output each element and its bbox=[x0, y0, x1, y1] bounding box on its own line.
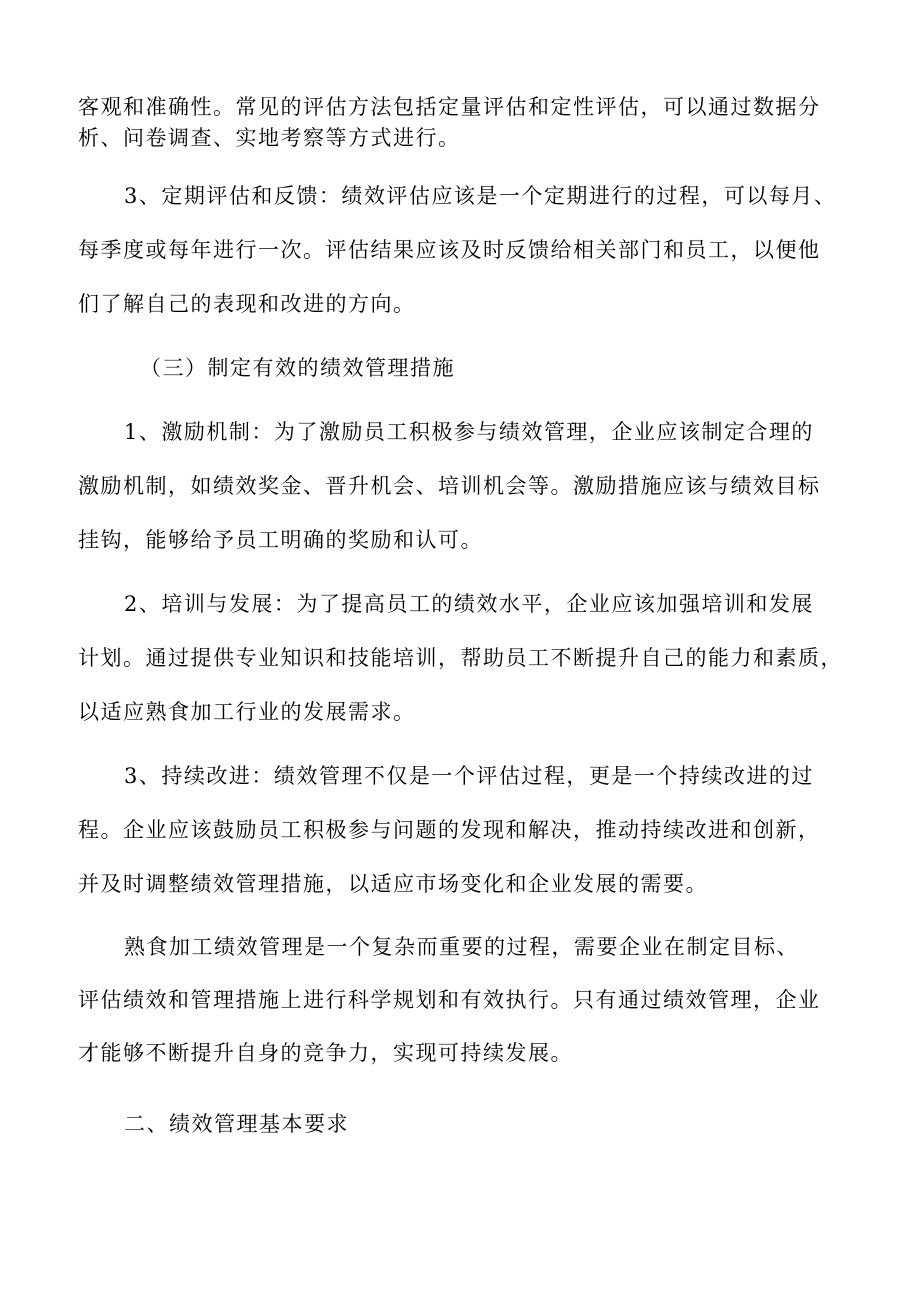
text-line: 才能够不断提升自身的竞争力，实现可持续发展。 bbox=[78, 1041, 573, 1065]
text-line: 2、培训与发展：为了提高员工的绩效水平，企业应该加强培训和发展 bbox=[124, 592, 814, 616]
text-line: 挂钩，能够给予员工明确的奖励和认可。 bbox=[78, 528, 483, 552]
section-heading: （三）制定有效的绩效管理措施 bbox=[140, 356, 455, 380]
text-line: 3、持续改进：绩效管理不仅是一个评估过程，更是一个持续改进的过 bbox=[124, 764, 814, 788]
text-line: 程。企业应该鼓励员工积极参与问题的发现和解决，推动持续改进和创新， bbox=[78, 818, 821, 842]
text-line: 3、定期评估和反馈：绩效评估应该是一个定期进行的过程，可以每月、 bbox=[124, 184, 837, 208]
text-line: 析、问卷调查、实地考察等方式进行。 bbox=[78, 126, 461, 150]
section-heading: 二、绩效管理基本要求 bbox=[124, 1112, 349, 1136]
text-line: 1、激励机制：为了激励员工积极参与绩效管理，企业应该制定合理的 bbox=[124, 420, 814, 444]
text-line: 并及时调整绩效管理措施，以适应市场变化和企业发展的需要。 bbox=[78, 872, 708, 896]
text-line: 每季度或每年进行一次。评估结果应该及时反馈给相关部门和员工，以便他 bbox=[78, 238, 821, 262]
text-line: 激励机制，如绩效奖金、晋升机会、培训机会等。激励措施应该与绩效目标 bbox=[78, 474, 821, 498]
text-line: 们了解自己的表现和改进的方向。 bbox=[78, 292, 416, 316]
text-line: 评估绩效和管理措施上进行科学规划和有效执行。只有通过绩效管理，企业 bbox=[78, 988, 821, 1012]
text-line: 熟食加工绩效管理是一个复杂而重要的过程，需要企业在制定目标、 bbox=[124, 935, 799, 959]
text-line: 计划。通过提供专业知识和技能培训，帮助员工不断提升自己的能力和素质， bbox=[78, 646, 843, 670]
text-line: 客观和准确性。常见的评估方法包括定量评估和定性评估，可以通过数据分 bbox=[78, 95, 821, 119]
text-line: 以适应熟食加工行业的发展需求。 bbox=[78, 700, 416, 724]
